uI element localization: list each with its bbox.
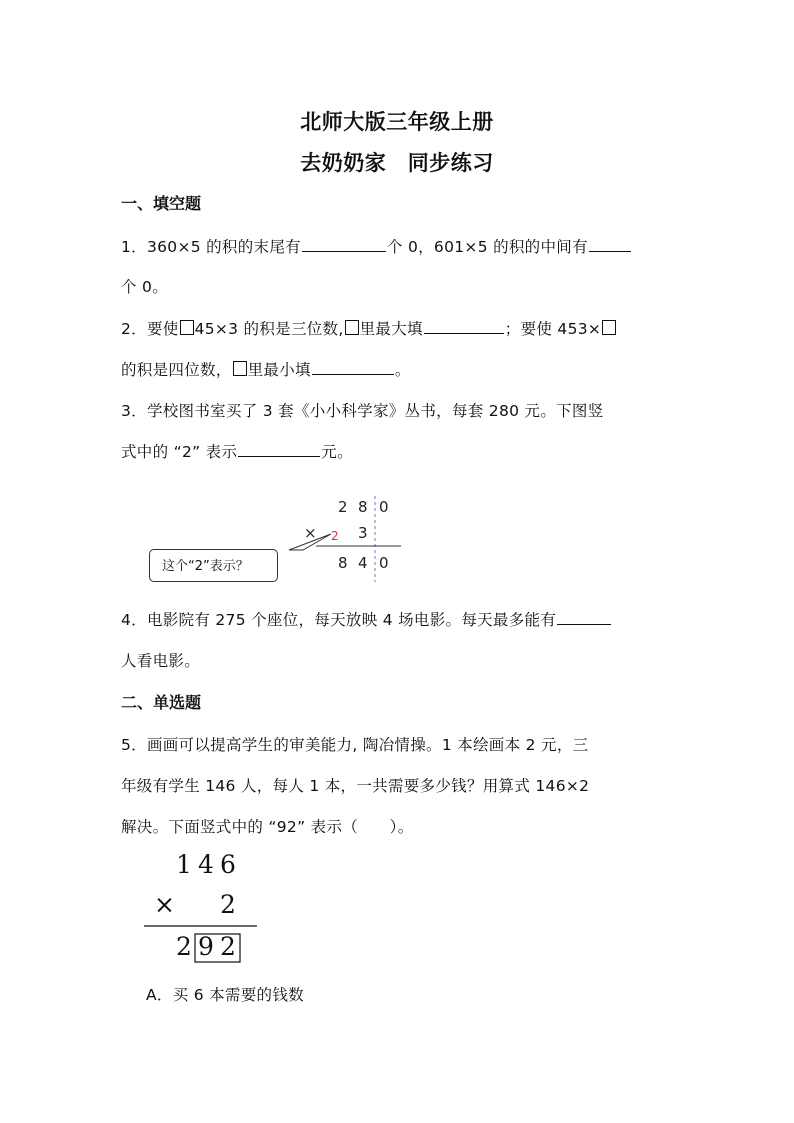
blank-square-icon <box>180 320 194 335</box>
answer-blank[interactable] <box>302 250 386 252</box>
question-1-text-a: 1．360×5 的积的末尾有 <box>121 238 301 256</box>
section-heading-single-choice: 二、单选题 <box>121 693 202 712</box>
question-4-line-2: 人看电影。 <box>121 652 201 670</box>
times-sign: × <box>304 524 317 542</box>
question-2-text-g: 。 <box>394 361 411 379</box>
page-subtitle: 去奶奶家 同步练习 <box>300 151 494 175</box>
answer-blank[interactable] <box>424 332 504 334</box>
question-2-text-b: 45×3 的积是三位数, <box>194 320 344 338</box>
digit: 4 <box>198 850 214 879</box>
digit: 3 <box>358 524 368 542</box>
question-1-line-2: 个 0。 <box>121 278 168 296</box>
multiplication-figure-2 <box>140 848 270 968</box>
question-4-text-a: 4．电影院有 275 个座位，每天放映 4 场电影。每天最多能有 <box>121 611 557 629</box>
digit: 2 <box>220 890 236 919</box>
option-a[interactable]: A．买 6 本需要的钱数 <box>146 986 304 1004</box>
digit: 2 <box>176 932 192 961</box>
digit: 2 <box>338 498 348 516</box>
callout-box: 这个“2”表示？ <box>149 549 278 582</box>
question-2-text-a: 2．要使 <box>121 320 179 338</box>
question-3-line-2 <box>121 440 353 462</box>
answer-blank[interactable] <box>312 373 394 375</box>
times-sign: × <box>154 890 175 919</box>
question-1-line-1 <box>121 235 632 257</box>
blank-square-icon <box>345 320 359 335</box>
red-carry-digit: 2 <box>331 529 339 543</box>
question-2-text-d: ；要使 453× <box>504 320 602 338</box>
blank-square-icon <box>233 361 247 376</box>
digit: 8 <box>338 554 348 572</box>
blank-square-icon <box>602 320 616 335</box>
digit: 0 <box>379 498 389 516</box>
digit: 0 <box>379 554 389 572</box>
question-5-line-2: 年级有学生 146 人，每人 1 本，一共需要多少钱？用算式 146×2 <box>121 777 590 795</box>
question-5-line-1: 5．画画可以提高学生的审美能力, 陶冶情操。1 本绘画本 2 元，三 <box>121 736 589 754</box>
answer-blank[interactable] <box>238 455 320 457</box>
question-1-text-b: 个 0，601×5 的积的中间有 <box>386 238 588 256</box>
question-3-text-b: 式中的 “2” 表示 <box>121 443 238 461</box>
digit: 9 <box>198 932 214 961</box>
question-3-text-c: 元。 <box>321 443 353 461</box>
digit: 6 <box>220 850 236 879</box>
section-heading-fill-in: 一、填空题 <box>121 194 202 213</box>
question-2-text-e: 的积是四位数， <box>121 361 232 379</box>
question-2-line-2 <box>121 358 411 380</box>
question-3-line-1: 3．学校图书室买了 3 套《小小科学家》丛书，每套 280 元。下图竖 <box>121 402 604 420</box>
digit: 2 <box>220 932 236 961</box>
answer-blank[interactable] <box>589 250 631 252</box>
page-title: 北师大版三年级上册 <box>300 110 494 134</box>
question-2-text-c: 里最大填 <box>359 320 423 338</box>
digit: 4 <box>358 554 368 572</box>
question-2-text-f: 里最小填 <box>247 361 311 379</box>
question-2-line-1 <box>121 317 617 339</box>
answer-blank[interactable] <box>557 623 611 625</box>
multiplication-figure-1 <box>121 490 421 590</box>
digit: 8 <box>358 498 368 516</box>
question-5-line-3: 解决。下面竖式中的 “92” 表示（ ）。 <box>121 818 414 836</box>
digit: 1 <box>176 850 192 879</box>
question-4-line-1 <box>121 608 612 630</box>
